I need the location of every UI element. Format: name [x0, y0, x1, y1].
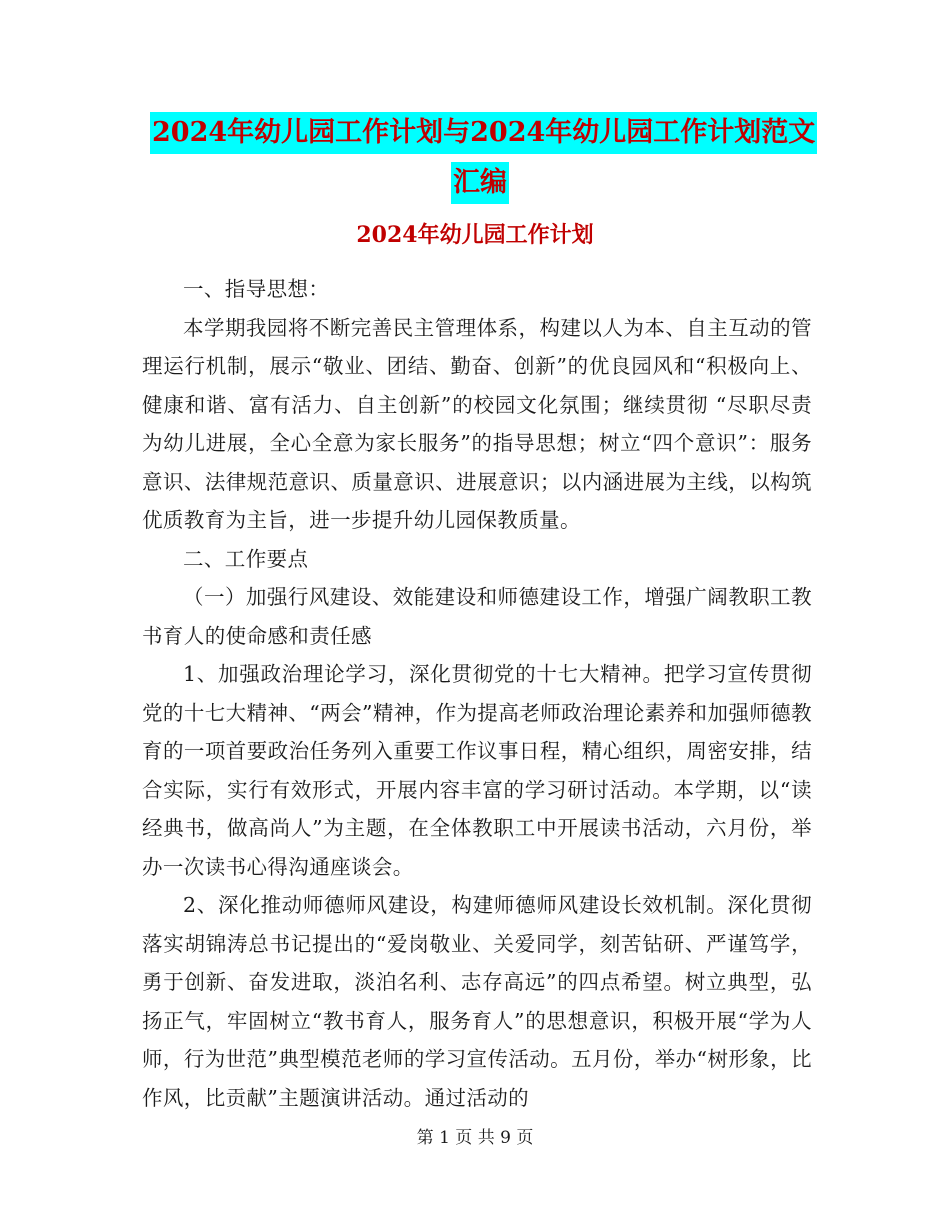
page-footer: 第 1 页 共 9 页 — [416, 1128, 534, 1148]
document-title — [150, 112, 816, 212]
heading-guiding-thought: 一、指导思想： — [183, 277, 330, 301]
paragraph-guiding-thought: 本学期我园将不断完善民主管理体系，构建以人为本、自主互动的管理运行机制，展示“敬业、团结、勤奋、创新”的优良园风和“积极向上、健康和谐、富有活力、自主创新”的校园文化氛围；继续贯彻 “尽职尽责为幼儿进展，全心全意为家长服务”的指导思想；树立“四个意识”：服务意识、法律规范意识、质量意识、进展意识；以内涵进展为主线，以构筑优质教育为主旨，进一步提升幼儿园保教质量。 — [142, 315, 812, 532]
title-line-2: 汇编 — [451, 162, 509, 204]
title-line-1: 2024年幼儿园工作计划与2024年幼儿园工作计划范文 — [150, 112, 817, 154]
paragraph-subheading-1: （一）加强行风建设、效能建设和师德建设工作，增强广阔教职工教书育人的使命感和责任感 — [142, 585, 812, 648]
document-body — [142, 270, 812, 1117]
heading-work-points: 二、工作要点 — [183, 546, 309, 571]
section-heading: 2024年幼儿园工作计划 — [356, 222, 594, 248]
paragraph-item-2: 2、深化推动师德师风建设，构建师德师风建设长效机制。深化贯彻落实胡锦涛总书记提出的“爱岗敬业、关爱同学，刻苦钻研、严谨笃学，勇于创新、奋发进取，淡泊名利、志存高远”的四点希望。树立典型，弘扬正气，牢固树立“教书育人，服务育人”的思想意识，积极开展“学为人师，行为世范”典型模范老师的学习宣传活动。五月份，举办“树形象，比作风，比贡献”主题演讲活动。通过活动的 — [142, 893, 812, 1110]
paragraph-item-1: 1、加强政治理论学习，深化贯彻党的十七大精神。把学习宣传贯彻党的十七大精神、“两会”精神，作为提高老师政治理论素养和加强师德教育的一项首要政治任务列入重要工作议事日程，精心组织，周密安排，结合实际，实行有效形式，开展内容丰富的学习研讨活动。本学期，以“读经典书，做高尚人”为主题，在全体教职工中开展读书活动，六月份，举办一次读书心得沟通座谈会。 — [142, 662, 812, 879]
